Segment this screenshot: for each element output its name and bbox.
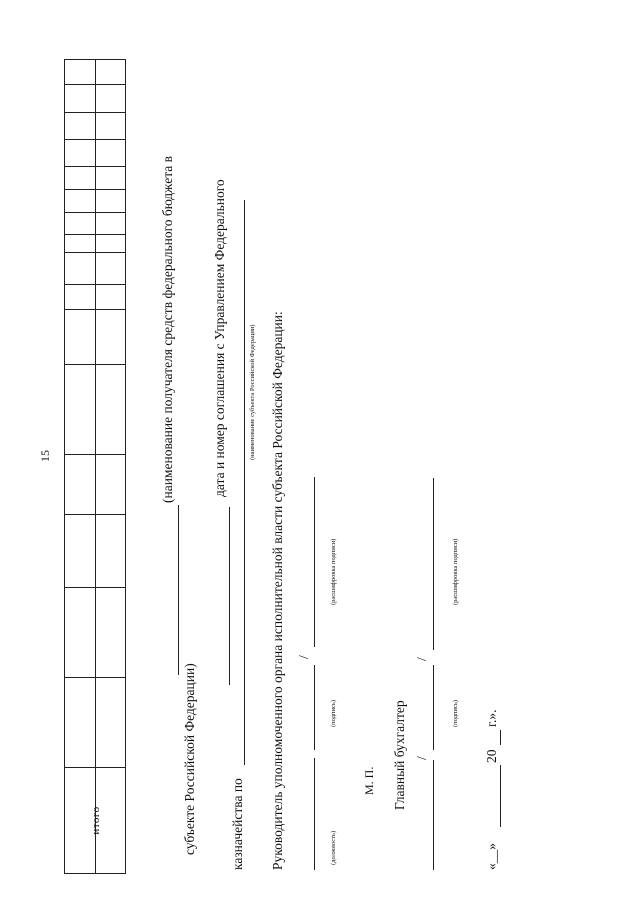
chief-slash-1: /: [414, 756, 429, 760]
recipient-caption-continued: субъекте Российской Федерации): [182, 663, 197, 855]
table-column-divider: [65, 364, 125, 365]
head-slash: /: [296, 655, 311, 659]
table-column-divider: [65, 767, 125, 768]
table-column-divider: [65, 677, 125, 678]
table-column-divider: [65, 189, 125, 190]
treasury-caption: (наименование субъекта Российской Федерации): [249, 324, 256, 460]
table-column-divider: [65, 454, 125, 455]
date-year-underline: [500, 730, 501, 745]
recipient-underline: [178, 505, 179, 675]
date-open: «__»: [484, 843, 499, 870]
table-column-divider: [65, 112, 125, 113]
agreement-underline: [229, 507, 230, 685]
table-column-divider: [65, 212, 125, 213]
head-position-caption: (должность): [330, 830, 337, 865]
head-signature-caption: (подпись): [330, 700, 337, 727]
table-column-divider: [65, 252, 125, 253]
head-decoding-underline: [314, 477, 315, 647]
head-decoding-caption: (расшифровка подписи): [330, 538, 337, 605]
date-month-underline: [500, 765, 501, 827]
head-title: Руководитель уполномоченного органа исполнительной власти субъекта Российской Федерации:: [270, 311, 285, 870]
table-column-divider: [65, 309, 125, 310]
head-position-underline: [314, 758, 315, 870]
date-year-suffix: г.».: [484, 709, 499, 727]
table-column-divider: [65, 234, 125, 235]
table-column-divider: [65, 284, 125, 285]
table-row-divider: [95, 60, 96, 873]
agreement-caption: дата и номер соглашения с Управлением Федерального: [212, 179, 227, 497]
treasury-label: казначейства по: [230, 778, 245, 870]
page-number: 15: [38, 450, 52, 462]
treasury-underline: [244, 200, 245, 765]
chief-accountant-label: Главный бухгалтер: [392, 700, 407, 810]
chief-decoding-caption: (расшифровка подписи): [452, 538, 459, 605]
chief-decoding-underline: [433, 478, 434, 650]
table-total-label: итого: [90, 806, 102, 835]
table-column-divider: [65, 514, 125, 515]
table-column-divider: [65, 166, 125, 167]
totals-table: [64, 59, 126, 874]
head-signature-underline: [314, 665, 315, 750]
stamp-label: М. П.: [362, 766, 376, 795]
date-year-prefix: 20: [484, 749, 499, 763]
chief-position-underline: [433, 760, 434, 870]
chief-signature-caption: (подпись): [452, 700, 459, 727]
table-column-divider: [65, 139, 125, 140]
table-column-divider: [65, 84, 125, 85]
chief-signature-underline: [433, 665, 434, 750]
recipient-caption: (наименование получателя средств федерального бюджета в: [160, 155, 175, 503]
chief-slash-2: /: [414, 657, 429, 661]
table-column-divider: [65, 587, 125, 588]
